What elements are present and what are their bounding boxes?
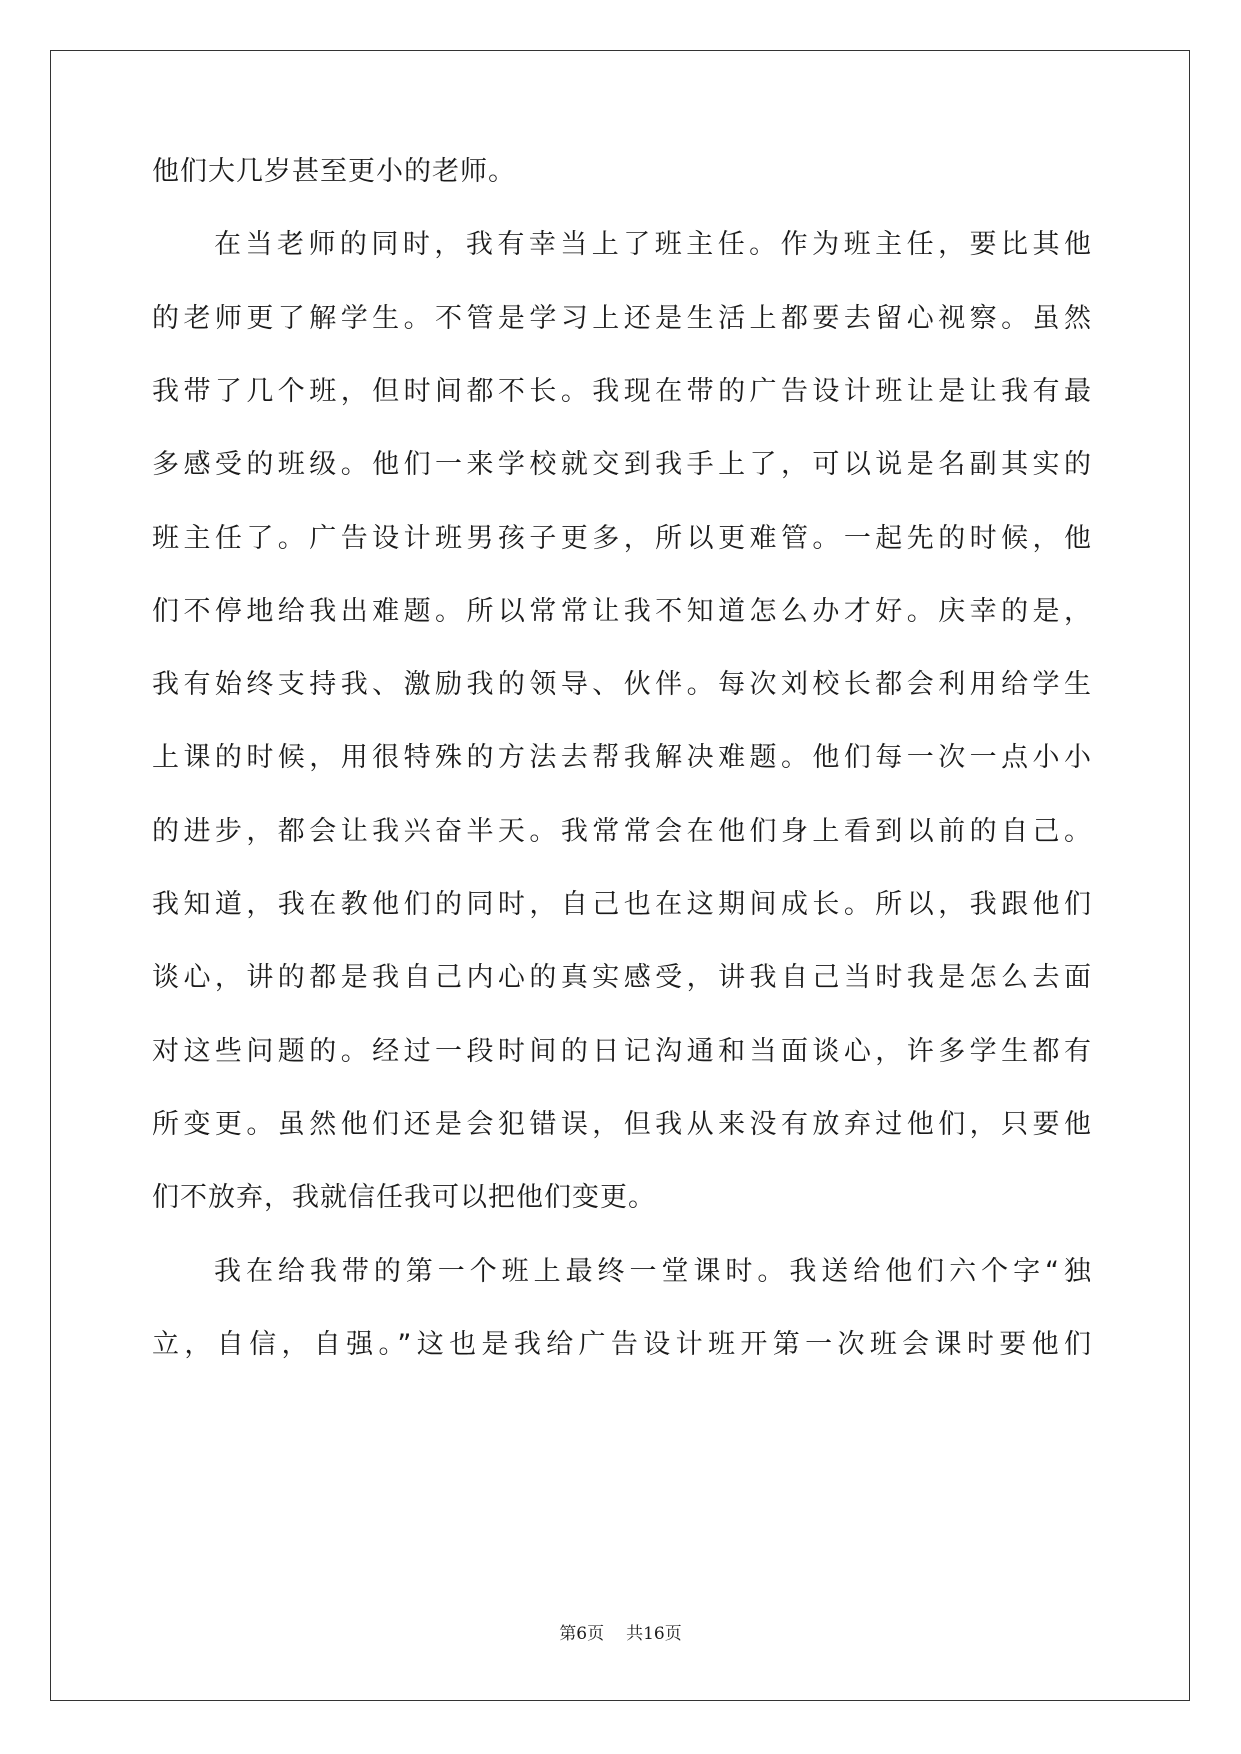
text-line: 多感受的班级。他们一来学校就交到我手上了，可以说是名副其实的	[152, 449, 1092, 481]
text-line: 班主任了。广告设计班男孩子更多，所以更难管。一起先的时候，他	[152, 522, 1092, 554]
text-line: 们不停地给我出难题。所以常常让我不知道怎么办才好。庆幸的是，	[152, 595, 1092, 627]
text-line: 所变更。虽然他们还是会犯错误，但我从来没有放弃过他们，只要他	[152, 1108, 1092, 1140]
page-total: 共16页	[626, 1624, 682, 1644]
text-line: 们不放弃，我就信任我可以把他们变更。	[152, 1182, 656, 1214]
text-line: 在当老师的同时，我有幸当上了班主任。作为班主任，要比其他	[214, 229, 1092, 261]
text-line: 的老师更了解学生。不管是学习上还是生活上都要去留心视察。虽然	[152, 302, 1092, 334]
text-line: 我带了几个班，但时间都不长。我现在带的广告设计班让是让我有最	[152, 375, 1092, 407]
text-line: 谈心，讲的都是我自己内心的真实感受，讲我自己当时我是怎么去面	[152, 962, 1092, 994]
page-number: 第6页	[559, 1624, 605, 1644]
text-line: 立，自信，自强。”这也是我给广告设计班开第一次班会课时要他们	[152, 1328, 1092, 1360]
text-line: 他们大几岁甚至更小的老师。	[152, 156, 516, 187]
text-line: 对这些问题的。经过一段时间的日记沟通和当面谈心，许多学生都有	[152, 1035, 1092, 1067]
text-line: 我知道，我在教他们的同时，自己也在这期间成长。所以，我跟他们	[152, 889, 1092, 920]
page-footer	[0, 1622, 1241, 1646]
text-line: 的进步，都会让我兴奋半天。我常常会在他们身上看到以前的自己。	[152, 815, 1092, 847]
text-line: 我在给我带的第一个班上最终一堂课时。我送给他们六个字“独	[214, 1255, 1092, 1287]
text-line: 上课的时候，用很特殊的方法去帮我解决难题。他们每一次一点小小	[152, 742, 1092, 774]
text-line: 我有始终支持我、激励我的领导、伙伴。每次刘校长都会利用给学生	[152, 669, 1092, 701]
